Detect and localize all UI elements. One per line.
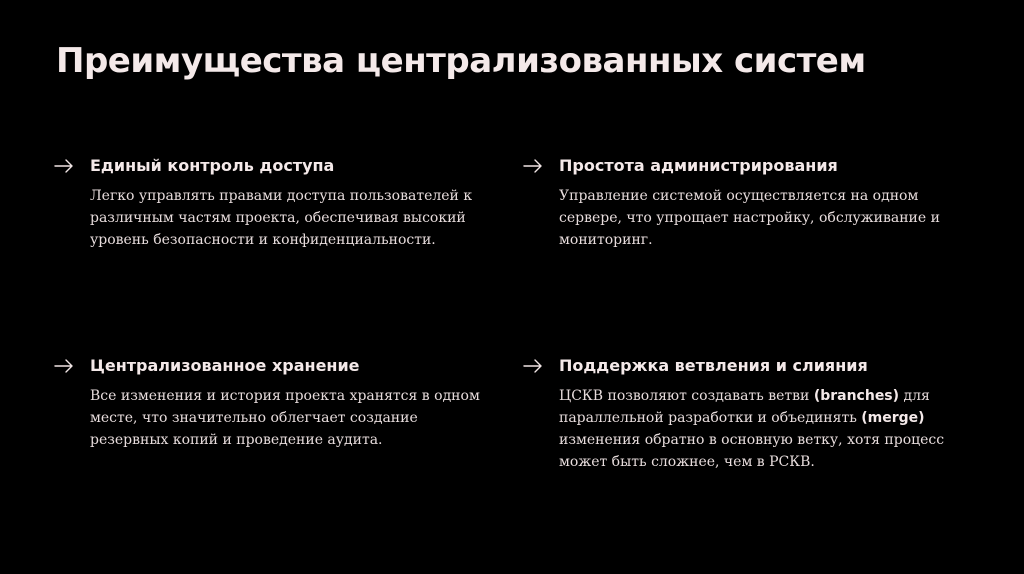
card-title: Единый контроль доступа [90, 156, 335, 175]
card-description-text: для параллельной разработки и объединять [559, 388, 930, 426]
card-title: Простота администрирования [559, 156, 838, 175]
feature-card-branching-merging [523, 355, 953, 473]
card-header [54, 155, 484, 177]
card-header [523, 155, 953, 177]
card-header [54, 355, 484, 377]
slide-title: Преимущества централизованных систем [56, 41, 866, 81]
arrow-right-icon [54, 359, 74, 373]
card-title: Поддержка ветвления и слияния [559, 356, 868, 375]
card-description: Все изменения и история проекта хранятся в одном месте, что значительно облегчает создание резервных копий и проведение аудита. [90, 388, 480, 448]
card-description-text: ЦСКВ позволяют создавать ветви [559, 388, 814, 404]
card-description [559, 385, 969, 473]
card-description-text: изменения обратно в основную ветку, хотя процесс может быть сложнее, чем в РСКВ. [559, 432, 945, 470]
feature-card-administration [523, 155, 953, 251]
card-description: Легко управлять правами доступа пользователей к различным частям проекта, обеспечивая высокий уровень безопасности и конфиденциальности. [90, 188, 473, 248]
card-description: Управление системой осуществляется на одном сервере, что упрощает настройку, обслуживание и мониторинг. [559, 188, 940, 248]
arrow-right-icon [54, 159, 74, 173]
arrow-right-icon [523, 359, 543, 373]
keyword-branches: (branches) [813, 388, 900, 404]
card-header [523, 355, 953, 377]
feature-card-centralized-storage [54, 355, 484, 451]
card-title: Централизованное хранение [90, 356, 360, 375]
feature-card-access-control [54, 155, 484, 251]
keyword-merge: (merge) [861, 410, 925, 426]
arrow-right-icon [523, 159, 543, 173]
